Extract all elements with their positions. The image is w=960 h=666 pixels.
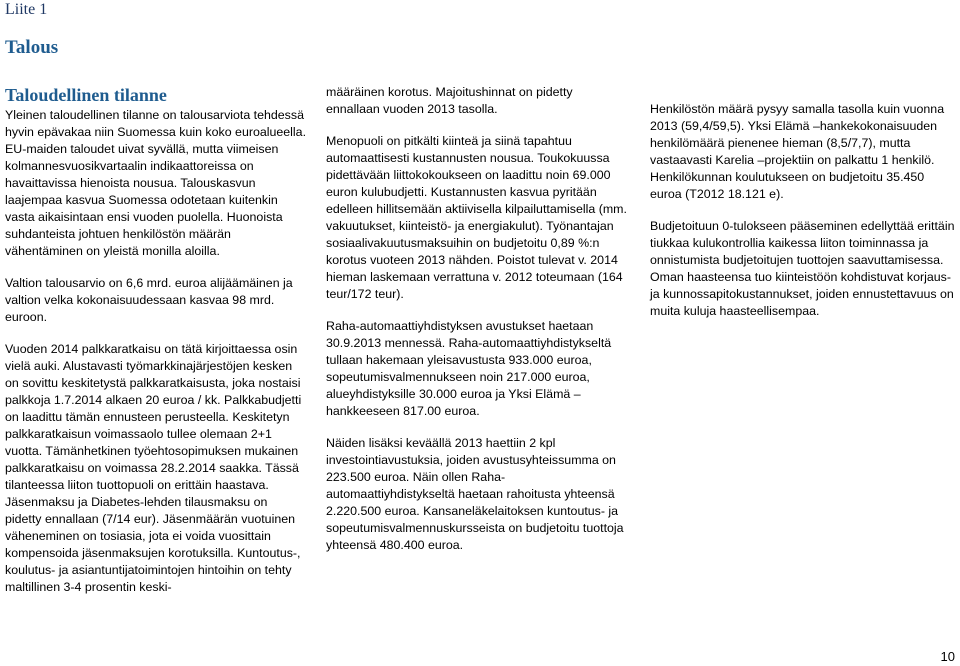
paragraph-expenses: Menopuoli on pitkälti kiinteä ja siinä tapahtuu automaattisesti kustannusten nousua. Toukokuussa pidettävään liittokokoukseen on laadittu noin 69.000 euron kulubudjetti. Kustannusten kasvua pyritään edelleen hillitsemään aktiivisella kilpailuttamisella (mm. vakuutukset, kiinteistö- ja energiakulut). Työnantajan sosiaalivakuutusmaksuihin on budjetoitu 0,89 %:n korotus vuoteen 2013 nähden. Poistot tulevat v. 2014 hieman laskemaan verrattuna v. 2012 toteumaan (164 teur/172 teur).: [326, 134, 627, 301]
section-heading: Taloudellinen tilanne: [5, 85, 167, 105]
paragraph-investment-grants: Näiden lisäksi keväällä 2013 haettiin 2 kpl investointiavustuksia, joiden avustusyhteissumma on 223.500 euroa. Näin ollen Raha-automaattiyhdistykseltä haetaan rahoitusta yhteensä 2.220.500 euroa. Kansaneläkelaitoksen kuntoutus- ja sopeutumisvalmennuskursseista on budjetoitu tuottoja yhteensä 480.400 euroa.: [326, 436, 624, 552]
attachment-label: Liite 1: [5, 1, 48, 18]
text-column-2: [326, 84, 628, 554]
text-column-3: [650, 101, 955, 320]
paragraph-price-increase: määräinen korotus. Majoitushinnat on pidetty ennallaan vuoden 2013 tasolla.: [326, 85, 573, 116]
page-number: 10: [940, 649, 955, 664]
text-column-1: [5, 107, 307, 596]
paragraph-salary-settlement: Vuoden 2014 palkkaratkaisu on tätä kirjoittaessa osin vielä auki. Alustavasti työmarkkinajärjestöjen kesken on sovittu keskitetystä palkkaratkaisusta, joka nostaisi palkkoja 1.7.2014 alkaen 20 euroa / kk. Palkkabudjetti on laadittu tämän ennusteen perusteella. Keskitetyn palkkaratkaisun voimassaolo tullee olemaan 2+1 vuotta. Tämänhetkinen työehtosopimuksen mukainen palkkaratkaisu on voimassa 28.2.2014 saakka. Tässä tilanteessa liiton tuottopuoli on erittäin haastava. Jäsenmaksu ja Diabetes-lehden tilausmaksu on pidetty ennallaan (7/14 eur). Jäsenmäärän vuotuinen väheneminen on tosiasia, jota ei voida vuosittain kompensoida jäsenmaksujen korotuksilla. Kuntoutus-, koulutus- ja asiantuntijatoimintojen hintoihin on tehty maltillinen 3-4 prosentin keski-: [5, 342, 302, 594]
paragraph-ray-grants: Raha-automaattiyhdistyksen avustukset haetaan 30.9.2013 mennessä. Raha-automaattiyhdistykseltä tullaan hakemaan yleisavustusta 933.000 euroa, sopeutumisvalmennukseen noin 217.000 euroa, alueyhdistyksille 30.000 euroa ja Yksi Elämä –hankkeeseen 817.00 euroa.: [326, 319, 612, 418]
page-title: Talous: [5, 37, 59, 58]
paragraph-budget-target: Budjetoituun 0-tulokseen pääseminen edellyttää erittäin tiukkaa kulukontrollia kaikessa liiton toiminnassa ja onnistumista budjetoitujen tuottojen saavuttamisessa. Oman haasteensa tuo kiinteistöön kohdistuvat korjaus- ja kunnossapitokustannukset, joiden ennustettavuus on muita kuluja haasteellisempaa.: [650, 219, 955, 318]
paragraph-personnel: Henkilöstön määrä pysyy samalla tasolla kuin vuonna 2013 (59,4/59,5). Yksi Elämä –hankekokonaisuuden henkilömäärä pienenee hieman (8,5/7,7), mutta vastaavasti Karelia –projektiin on palkattu 1 henkilö. Henkilökunnan koulutukseen on budjetoitu 35.450 euroa (T2012 18.121 e).: [650, 102, 945, 201]
paragraph-economic-outlook: Yleinen taloudellinen tilanne on talousarviota tehdessä hyvin epävakaa niin Suomessa kuin koko euroalueella. EU-maiden taloudet uivat syvällä, mutta viimeisen kolmannesvuosikvartaalin indikaattoreissa on havaittavissa hienoista nousua. Talouskasvun laajempaa kasvua Suomessa odotetaan kuitenkin vasta aikaisintaan ensi vuoden puolella. Huonoista suhdanteista johtuen henkilöstön määrän vähentäminen on yleistä monilla aloilla.: [5, 108, 307, 258]
paragraph-state-budget: Valtion talousarvio on 6,6 mrd. euroa alijäämäinen ja valtion velka kokonaisuudessaan kasvaa 98 mrd. euroon.: [5, 276, 293, 324]
